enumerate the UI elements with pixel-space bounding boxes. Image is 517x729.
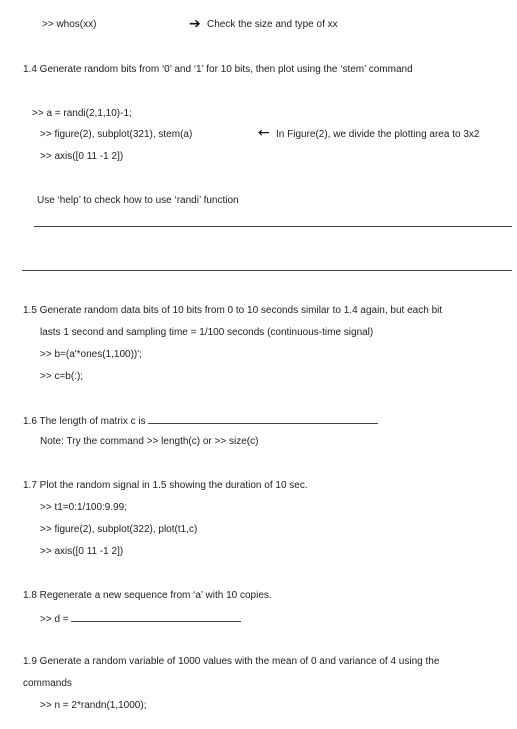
code-1-7-b: >> figure(2), subplot(322), plot(t1,c)	[40, 524, 198, 535]
note-1-6: Note: Try the command >> length(c) or >> size(c)	[40, 436, 259, 447]
arrow-right-icon: ➔	[189, 16, 201, 32]
answer-line-2	[22, 270, 512, 271]
heading-1-5-line2: lasts 1 second and sampling time = 1/100 seconds (continuous-time signal)	[40, 327, 374, 338]
code-1-7-a: >> t1=0:1/100:9.99;	[40, 502, 128, 513]
note-whos: Check the size and type of xx	[207, 19, 338, 30]
answer-blank-1-6	[148, 414, 378, 424]
note-1-4: In Figure(2), we divide the plotting area to 3x2	[276, 129, 480, 140]
heading-1-7: 1.7 Plot the random signal in 1.5 showing the duration of 10 sec.	[23, 480, 308, 491]
code-1-7-c: >> axis([0 11 -1 2])	[40, 546, 124, 557]
heading-1-6-text: 1.6 The length of matrix c is	[23, 416, 146, 427]
code-1-8-text: >> d =	[40, 614, 69, 625]
code-1-5-b: >> c=b(:);	[40, 371, 84, 382]
heading-1-4: 1.4 Generate random bits from ‘0’ and ‘1’ for 10 bits, then plot using the ‘stem’ command	[23, 64, 413, 75]
code-1-4-a: >> a = randi(2,1,10)-1;	[32, 108, 132, 119]
code-1-9: >> n = 2*randn(1,1000);	[40, 700, 147, 711]
arrow-left-icon: ←	[258, 125, 270, 141]
answer-blank-1-8	[71, 612, 241, 622]
heading-1-8: 1.8 Regenerate a new sequence from ‘a’ with 10 copies.	[23, 590, 272, 601]
code-1-8	[40, 612, 241, 626]
heading-1-6	[23, 414, 378, 428]
heading-1-9-line1: 1.9 Generate a random variable of 1000 values with the mean of 0 and variance of 4 using the	[23, 656, 440, 667]
heading-1-5-line1: 1.5 Generate random data bits of 10 bits from 0 to 10 seconds similar to 1.4 again, but each bit	[23, 305, 443, 316]
code-1-5-a: >> b=(a'*ones(1,100))';	[40, 349, 142, 360]
heading-1-9-line2: commands	[23, 678, 72, 689]
code-1-4-b: >> figure(2), subplot(321), stem(a)	[40, 129, 193, 140]
answer-line-1	[34, 226, 512, 227]
help-1-4: Use ‘help’ to check how to use ‘randi’ function	[37, 195, 239, 206]
code-1-4-c: >> axis([0 11 -1 2])	[40, 151, 124, 162]
code-whos: >> whos(xx)	[42, 19, 97, 30]
